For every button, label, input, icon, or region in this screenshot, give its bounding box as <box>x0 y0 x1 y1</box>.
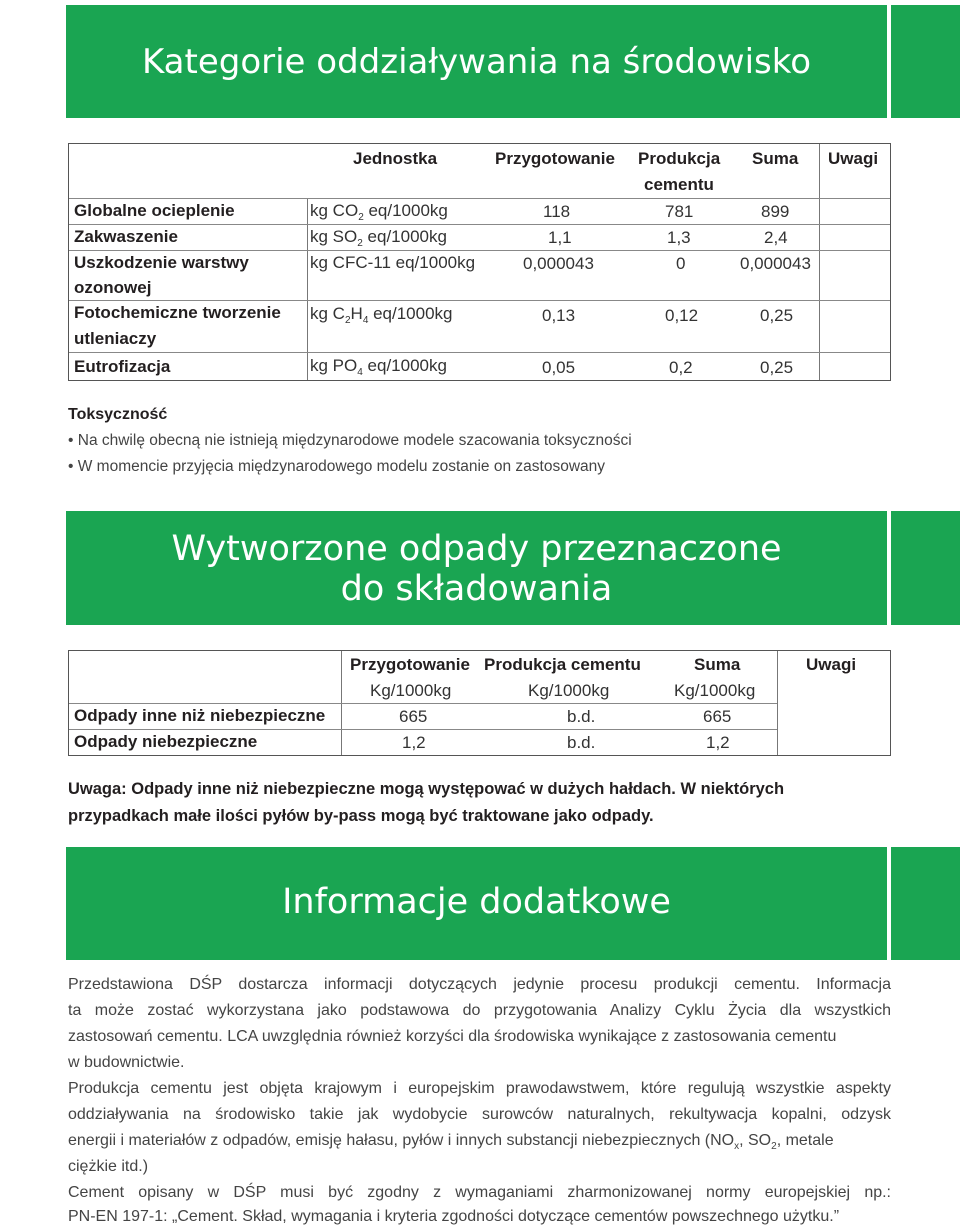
waste-table <box>68 650 891 756</box>
banner-right-strip <box>891 847 960 960</box>
info-section-title: Informacje dodatkowe <box>282 882 671 922</box>
row-label-line2: utleniaczy <box>74 329 157 348</box>
row-unit: kg $C_2H_4$ eq/1000kg <box>310 304 453 326</box>
impact-section-title: Kategorie oddziaływania na środowisko <box>141 42 812 82</box>
waste-row-sum: 665 <box>703 707 732 726</box>
info-line: Cement opisany w DŚP musi być zgodny z wymaganiami zharmonizowanej normy europejskiej np.: <box>68 1184 891 1201</box>
row-unit: kg $CO_2$ eq/1000kg <box>310 201 448 223</box>
row-prep: 0,000043 <box>523 254 594 273</box>
waste-unit-sum: Kg/1000kg <box>674 681 756 700</box>
row-unit: kg $PO_4$ eq/1000kg <box>310 356 447 378</box>
row-prod: 0 <box>676 254 686 273</box>
waste-banner <box>66 511 887 625</box>
banner-right-strip <box>891 511 960 625</box>
info-line: ciężkie itd.) <box>68 1158 149 1175</box>
header-prod-1: Produkcja <box>638 149 721 168</box>
row-unit: kg CFC-11 eq/1000kg <box>310 253 476 272</box>
table-divider <box>69 250 890 251</box>
row-sum: 0,000043 <box>740 254 811 273</box>
header-sum: Suma <box>752 149 799 168</box>
info-line: w budownictwie. <box>68 1054 185 1071</box>
row-label: Zakwaszenie <box>74 227 178 246</box>
waste-unit-prep: Kg/1000kg <box>370 681 452 700</box>
info-line: ta może zostać wykorzystana jako podstawowa do przygotowania Analizy Cyklu Życia dla wszystkich <box>68 1002 891 1019</box>
toxicity-bullet: • Na chwilę obecną nie istnieją międzynarodowe modele szacowania toksyczności <box>68 432 632 449</box>
waste-header-prod: Produkcja cementu <box>484 655 641 674</box>
info-line: PN-EN 197-1: „Cement. Skład, wymagania i kryteria zgodności dotyczące cementów powszechnego użytku.” <box>68 1208 840 1225</box>
waste-row-label: Odpady inne niż niebezpieczne <box>74 706 326 725</box>
row-prep: 1,1 <box>548 228 572 247</box>
header-prod-2: cementu <box>644 175 714 194</box>
impact-banner <box>66 5 887 118</box>
row-label-line2: ozonowej <box>74 278 152 297</box>
waste-row-prod: b.d. <box>567 707 596 726</box>
row-prod: 1,3 <box>667 228 691 247</box>
table-divider <box>69 198 890 199</box>
table-divider <box>69 352 890 353</box>
row-prep: 118 <box>543 202 571 221</box>
waste-row-prep: 1,2 <box>402 733 426 752</box>
info-banner <box>66 847 887 960</box>
waste-unit-prod: Kg/1000kg <box>528 681 610 700</box>
row-label-line1: Fotochemiczne tworzenie <box>74 303 281 322</box>
table-divider <box>777 651 778 755</box>
header-notes: Uwagi <box>828 149 879 168</box>
row-label: Globalne ocieplenie <box>74 201 235 220</box>
waste-note-line2: przypadkach małe ilości pyłów by-pass mogą być traktowane jako odpady. <box>68 807 654 825</box>
toxicity-bullet: • W momencie przyjęcia międzynarodowego modelu zostanie on zastosowany <box>68 458 606 475</box>
row-prep: 0,13 <box>542 306 576 325</box>
table-divider <box>69 729 777 730</box>
info-line: oddziaływania na środowisko takie jak wydobycie surowców naturalnych, rekultywacja kopalni, odzysk <box>68 1106 891 1123</box>
row-prod: 781 <box>665 202 694 221</box>
row-sum: 2,4 <box>764 228 788 247</box>
waste-section-title-line2: do składowania <box>340 569 613 609</box>
waste-row-prep: 665 <box>399 707 428 726</box>
waste-row-prod: b.d. <box>567 733 596 752</box>
waste-header-sum: Suma <box>694 655 741 674</box>
table-divider <box>69 224 890 225</box>
row-label: Eutrofizacja <box>74 357 171 376</box>
waste-row-sum: 1,2 <box>706 733 730 752</box>
table-divider <box>69 300 890 301</box>
waste-section-title-line1: Wytworzone odpady przeznaczone <box>171 529 782 569</box>
table-divider <box>819 144 820 380</box>
row-sum: 899 <box>761 202 790 221</box>
row-sum: 0,25 <box>760 306 794 325</box>
waste-header-notes: Uwagi <box>806 655 857 674</box>
row-prod: 0,12 <box>665 306 699 325</box>
row-sum: 0,25 <box>760 358 794 377</box>
row-unit: kg $SO_2$ eq/1000kg <box>310 227 447 249</box>
impact-table <box>68 143 891 381</box>
header-prep: Przygotowanie <box>495 149 615 168</box>
info-line: energii i materiałów z odpadów, emisję hałasu, pyłów i innych substancji niebezpiecznych ($NO_x$, $SO_2$, metale <box>68 1132 834 1152</box>
waste-note-line1: Uwaga: Odpady inne niż niebezpieczne mogą występować w dużych hałdach. W niektórych <box>68 780 785 798</box>
info-line: Produkcja cementu jest objęta krajowym i europejskim prawodawstwem, które regulują wszystkie aspekty <box>68 1080 891 1097</box>
row-label-line1: Uszkodzenie warstwy <box>74 253 249 272</box>
banner-right-strip <box>891 5 960 118</box>
table-divider <box>69 703 777 704</box>
waste-header-prep: Przygotowanie <box>350 655 470 674</box>
toxicity-title: Toksyczność <box>68 406 168 423</box>
info-line: zastosowań cementu. LCA uwzględnia również korzyści dla środowiska wynikające z zastosowania cementu <box>68 1028 837 1045</box>
header-unit: Jednostka <box>353 149 438 168</box>
row-prep: 0,05 <box>542 358 576 377</box>
info-line: Przedstawiona DŚP dostarcza informacji dotyczących jedynie procesu produkcji cementu. Informacja <box>68 976 891 993</box>
row-prod: 0,2 <box>669 358 693 377</box>
waste-row-label: Odpady niebezpieczne <box>74 732 258 751</box>
